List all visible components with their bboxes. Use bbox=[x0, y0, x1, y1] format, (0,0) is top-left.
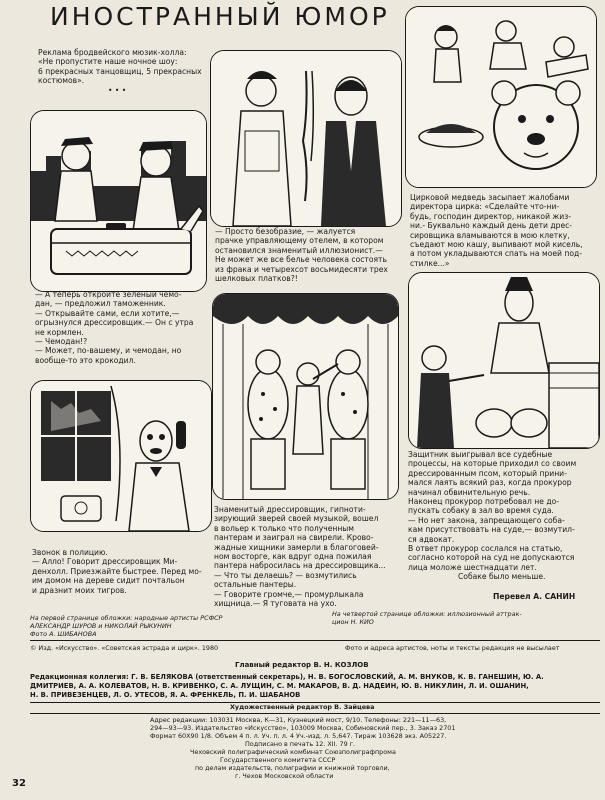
cartoon-phone-police bbox=[30, 380, 212, 532]
text-line: пантера набросилась на дрессировщика... bbox=[214, 561, 386, 571]
board-line: ДМИТРИЕВ, А. А. КОЛЕВАТОВ, Н. В. КРИВЕНКО, С. А. ЛУЩИН, С. М. МАКАРОВ, В. Д. НАДЕИН, Ю. В. НИКУЛИН, Л. И. ОШАНИН, bbox=[30, 682, 529, 690]
text-line: Защитник выигрывал все судебные bbox=[408, 450, 553, 459]
text-line: не кормлен. bbox=[35, 327, 84, 337]
cartoon-customs-illustration bbox=[31, 111, 206, 291]
text-line: Звонок в полицию. bbox=[32, 548, 108, 557]
text-line: В ответ прокурор сослался на статью, bbox=[408, 544, 563, 554]
text-line: ся адвокат. bbox=[408, 534, 455, 544]
address-line: Адрес редакции: 103031 Москва, К—31, Кузнецкий мост, 9/10. Телефоны: 221—11—63, bbox=[150, 716, 447, 724]
text-line: — Говорите громче,— промурлыкала bbox=[214, 589, 364, 599]
text-line: съедают мою кашу, выпивают мой кисель, bbox=[410, 240, 583, 250]
cartoon-court-illustration bbox=[409, 273, 599, 448]
cartoon-customs-crocodile bbox=[30, 110, 207, 292]
text-line: остальные пантеры. bbox=[214, 580, 297, 590]
text-line: и дразнит моих тигров. bbox=[32, 585, 127, 595]
text-line: шелковых платков?! bbox=[215, 274, 298, 284]
text-line: зирующий зверей своей музыкой, вошел bbox=[214, 514, 379, 524]
text-line: лица моложе шестнадцати лет. bbox=[408, 562, 537, 572]
credit-line: цион Н. КИО bbox=[332, 618, 374, 626]
art-editor: Художественный редактор В. Зайцева bbox=[230, 703, 375, 711]
divider bbox=[30, 713, 600, 714]
text-line: пускать собаку в зал во время суда. bbox=[408, 506, 554, 516]
credit-names: АЛЕКСАНДР ШУРОВ и НИКОЛАЙ РЫКУНИН bbox=[30, 622, 172, 630]
credit-line: На первой странице обложки: народные артисты РСФСР bbox=[30, 614, 223, 622]
text-line: 6 прекрасных танцовщиц, 5 прекрасных bbox=[38, 66, 202, 76]
text-line: жадные хищники замерли в благоговей- bbox=[214, 542, 379, 552]
cover-back-credit bbox=[332, 610, 602, 626]
joke-1-text bbox=[38, 48, 213, 95]
text-line: начинал обвинительную речь. bbox=[408, 487, 531, 497]
text-line: денхолл. Приезжайте быстрее. Перед мо- bbox=[32, 566, 202, 576]
text-line: Не может же все белье человека состоять bbox=[215, 255, 387, 265]
text-line: Знаменитый дрессировщик, гипноти- bbox=[214, 505, 366, 514]
text-line: будь, господин директор, никакой жиз- bbox=[410, 211, 571, 221]
board-line: Н. В. ПРИВЕЗЕНЦЕВ, Л. О. УТЕСОВ, Я. А. ФРЕНКЕЛЬ, П. И. ШАБАНОВ bbox=[30, 691, 301, 699]
text-line: Цирковой медведь засыпает жалобами bbox=[410, 193, 570, 202]
joke-3-text bbox=[410, 193, 600, 268]
address-line: г. Чехов Московской области bbox=[235, 772, 334, 780]
joke-4-text bbox=[35, 290, 215, 365]
address-line: Чеховский полиграфический комбинат Союзполиграфпрома bbox=[190, 748, 396, 756]
text-line: ном восторге, как вдруг одна пожилая bbox=[214, 552, 372, 562]
text-line: Собаке было меньше. bbox=[458, 572, 546, 582]
text-line: дан, — предложил таможенник. bbox=[35, 299, 166, 309]
text-line: дрессированным псом, который прини- bbox=[408, 468, 567, 478]
text-line: вообще-то это крокодил. bbox=[35, 355, 136, 365]
address-line: 294—93—93. Издательство «Искусство», 103009 Москва, Собиновский пер., 3. Заказ 2701 bbox=[150, 724, 456, 732]
photo-credit: Фото А. ШИБАНОВА bbox=[30, 630, 97, 638]
cartoon-laundry-illustration bbox=[211, 51, 401, 226]
page-number: 32 bbox=[12, 778, 26, 789]
text-line: кам присутствовать на суде,— возмутил- bbox=[408, 525, 575, 535]
joke-2-text bbox=[215, 227, 405, 283]
text-line: огрызнулся дрессировщик.— Он с утра bbox=[35, 318, 194, 328]
cartoon-court-dog bbox=[408, 272, 600, 449]
text-line: Реклама бродвейского мюзик-холла: bbox=[38, 48, 187, 57]
board-line: Редакционная коллегия: Г. В. БЕЛЯКОВА (ответственный секретарь), Н. В. БОГОСЛОВСКИЙ, А. М. ВНУКОВ, К. В. ГАНЕШИН, Ю. А. bbox=[30, 673, 544, 681]
text-line: в вольер к только что полученным bbox=[214, 523, 355, 533]
text-line: — Но нет закона, запрещающего соба- bbox=[408, 515, 565, 525]
address-block bbox=[150, 716, 590, 780]
text-line: — Просто безобразие, — жалуется bbox=[215, 227, 356, 236]
cartoon-phone-illustration bbox=[31, 381, 211, 531]
text-line: из фрака и четырехсот восьмидесяти трех bbox=[215, 264, 388, 274]
text-line: директора цирка: «Сделайте что-ни- bbox=[410, 202, 560, 212]
address-line: Подписано в печать 12. XII. 79 г. bbox=[245, 740, 356, 748]
text-line: прачке управляющему отелем, в котором bbox=[215, 236, 384, 246]
text-line: остановился знаменитый иллюзионист.— bbox=[215, 245, 383, 255]
text-line: Наконец прокурор потребовал не до- bbox=[408, 497, 559, 507]
rights-notice: Фото и адреса артистов, ноты и тексты редакция не высылает bbox=[345, 644, 560, 652]
text-line: — Чемодан!? bbox=[35, 337, 88, 347]
cartoon-panthers-flute bbox=[212, 293, 399, 500]
page-title: ИНОСТРАННЫЙ ЮМОР bbox=[50, 2, 390, 31]
text-line: им домом на дереве сидит почтальон bbox=[32, 576, 185, 586]
text-line: процессы, на которые приходил со своим bbox=[408, 459, 577, 469]
text-line: — Может, по-вашему, и чемодан, но bbox=[35, 346, 182, 356]
text-line: а потом укладываются спать на моей под- bbox=[410, 249, 582, 259]
text-line: — Открывайте сами, если хотите,— bbox=[35, 308, 180, 318]
text-line: стилке...» bbox=[410, 258, 450, 268]
text-line: — Что ты делаешь? — возмутились bbox=[214, 570, 357, 580]
joke-6-text bbox=[408, 450, 598, 582]
translator-credit: Перевел А. САНИН bbox=[493, 592, 576, 601]
publisher-line: © Изд. «Искусство». «Советская эстрада и цирк». 1980 bbox=[30, 644, 219, 652]
separator-dots: • • • bbox=[108, 85, 127, 95]
joke-5-text bbox=[214, 505, 404, 608]
text-line: «Не пропустите наше ночное шоу: bbox=[38, 57, 178, 67]
cartoon-circus-bear bbox=[405, 6, 597, 188]
joke-7-text bbox=[32, 548, 212, 595]
text-line: хищница.— Я туговата на ухо. bbox=[214, 599, 337, 609]
text-line: сировщика вламываются в мою клетку, bbox=[410, 230, 570, 240]
text-line: согласно которой на суд не допускаются bbox=[408, 553, 575, 563]
text-line: костюмов». bbox=[38, 76, 85, 86]
cartoon-bear-illustration bbox=[406, 7, 596, 187]
text-line: — Алло! Говорит дрессировщик Ми- bbox=[32, 557, 178, 567]
text-line: пантерам и заиграл на свирели. Крово- bbox=[214, 533, 374, 543]
divider bbox=[30, 640, 600, 641]
credit-line: На четвертой странице обложки: иллюзионный аттрак- bbox=[332, 610, 522, 618]
cover-front-credit bbox=[30, 614, 330, 638]
address-line: Формат 60Х90 1/8. Объем 4 п. л. Уч. п. л. 4 Уч.-изд. л. 5,647. Тираж 103628 экз. А05227. bbox=[150, 732, 447, 740]
text-line: ни.- Буквально каждый день дети дрес- bbox=[410, 221, 573, 231]
address-line: Государственного комитета СССР bbox=[220, 756, 336, 764]
text-line: мался лаять всякий раз, когда прокурор bbox=[408, 478, 572, 488]
cartoon-magician-laundry bbox=[210, 50, 402, 227]
editorial-board bbox=[30, 673, 602, 700]
text-line: — А теперь откройте зеленый чемо- bbox=[35, 290, 182, 299]
address-line: по делам издательств, полиграфии и книжной торговли, bbox=[195, 764, 390, 772]
chief-editor: Главный редактор В. Н. КОЗЛОВ bbox=[235, 661, 369, 669]
cartoon-panthers-illustration bbox=[213, 294, 398, 499]
